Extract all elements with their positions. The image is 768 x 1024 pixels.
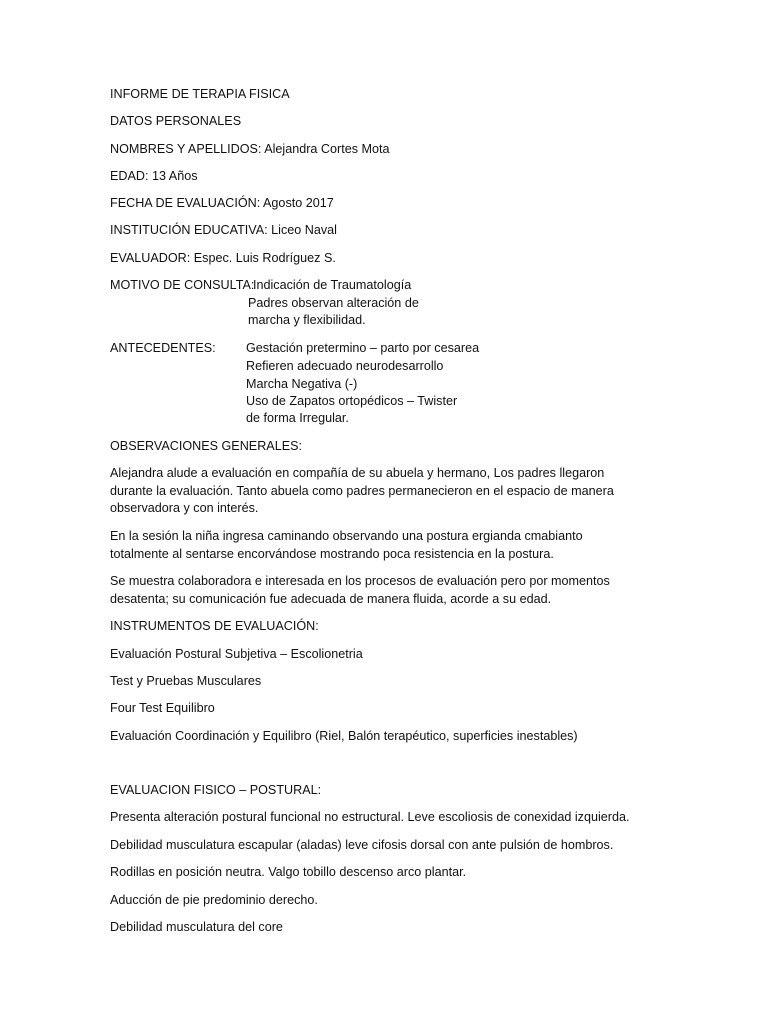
section-personal-heading: DATOS PERSONALES (110, 114, 242, 128)
observaciones-p1-line: observadora y con interés. (110, 501, 259, 515)
instrumentos-heading: INSTRUMENTOS DE EVALUACIÓN: (110, 619, 319, 633)
motivo-line: marcha y flexibilidad. (248, 313, 366, 327)
field-edad: EDAD: 13 Años (110, 169, 198, 183)
motivo-line: Padres observan alteración de (248, 296, 419, 310)
field-institucion: INSTITUCIÓN EDUCATIVA: Liceo Naval (110, 223, 337, 237)
instrumento-item: Evaluación Postural Subjetiva – Escolionetria (110, 647, 363, 661)
observaciones-p1-line: durante la evaluación. Tanto abuela como padres permanecieron en el espacio de manera (110, 484, 614, 498)
motivo-line: Indicación de Traumatología (253, 278, 412, 292)
observaciones-p2-line: totalmente al sentarse encorvándose mostrando poca resistencia en la postura. (110, 547, 554, 561)
antecedentes-line: Marcha Negativa (-) (246, 377, 358, 391)
instrumento-item: Evaluación Coordinación y Equilibro (Riel, Balón terapéutico, superficies inestables) (110, 729, 578, 743)
instrumento-item: Test y Pruebas Musculares (110, 674, 262, 688)
report-title: INFORME DE TERAPIA FISICA (110, 87, 290, 101)
field-evaluador: EVALUADOR: Espec. Luis Rodríguez S. (110, 251, 336, 265)
antecedentes-label: ANTECEDENTES: (110, 341, 216, 355)
evaluacion-item: Debilidad musculatura del core (110, 920, 283, 934)
observaciones-p3-line: desatenta; su comunicación fue adecuada de manera fluida, acorde a su edad. (110, 592, 552, 606)
evaluacion-heading: EVALUACION FISICO – POSTURAL: (110, 783, 322, 797)
evaluacion-item: Presenta alteración postural funcional no estructural. Leve escoliosis de conexidad izquierda. (110, 810, 630, 824)
antecedentes-line: Gestación pretermino – parto por cesarea (246, 341, 480, 355)
field-fecha: FECHA DE EVALUACIÓN: Agosto 2017 (110, 196, 334, 210)
evaluacion-item: Rodillas en posición neutra. Valgo tobillo descenso arco plantar. (110, 865, 467, 879)
observaciones-p3-line: Se muestra colaboradora e interesada en los procesos de evaluación pero por momentos (110, 574, 610, 588)
motivo-label: MOTIVO DE CONSULTA: (110, 278, 255, 292)
antecedentes-line: Refieren adecuado neurodesarrollo (246, 359, 444, 373)
observaciones-p1-line: Alejandra alude a evaluación en compañía de su abuela y hermano, Los padres llegaron (110, 466, 605, 480)
observaciones-p2-line: En la sesión la niña ingresa caminando observando una postura ergianda cmabianto (110, 529, 583, 543)
evaluacion-item: Debilidad musculatura escapular (aladas) leve cifosis dorsal con ante pulsión de hombros. (110, 838, 614, 852)
observaciones-heading: OBSERVACIONES GENERALES: (110, 439, 302, 453)
evaluacion-item: Aducción de pie predominio derecho. (110, 893, 318, 907)
antecedentes-line: Uso de Zapatos ortopédicos – Twister (246, 394, 458, 408)
antecedentes-line: de forma Irregular. (246, 411, 349, 425)
instrumento-item: Four Test Equilibro (110, 701, 215, 715)
field-nombres: NOMBRES Y APELLIDOS: Alejandra Cortes Mota (110, 142, 390, 156)
